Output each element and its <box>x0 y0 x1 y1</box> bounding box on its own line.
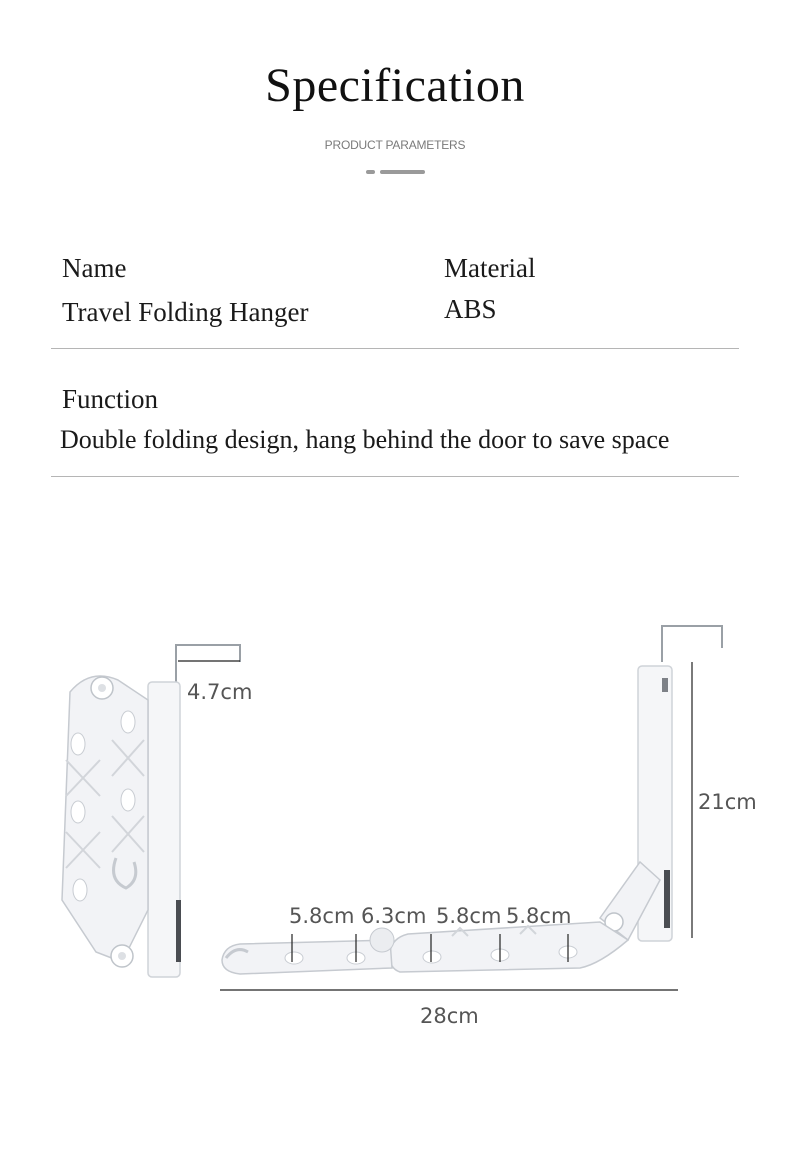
material-label: Material <box>444 253 536 283</box>
gap-1-label: 5.8cm <box>289 904 355 928</box>
title-divider-bar <box>380 170 425 174</box>
gap-2-label: 6.3cm <box>361 904 427 928</box>
unfolded-wire-hook <box>662 626 722 662</box>
name-value: Travel Folding Hanger <box>62 297 309 327</box>
middle-pivot <box>370 928 394 952</box>
spec-divider-1 <box>51 348 739 349</box>
page-subtitle: PRODUCT PARAMETERS <box>324 138 466 152</box>
function-label: Function <box>62 384 159 414</box>
page-title: Specification <box>265 59 525 112</box>
spec-divider-2 <box>51 476 739 477</box>
folded-back-bar <box>148 682 180 977</box>
material-value: ABS <box>444 294 497 324</box>
function-value: Double folding design, hang behind the door to save space <box>60 425 670 454</box>
total-length-label: 28cm <box>420 1004 479 1028</box>
unfolded-arm-left <box>222 940 392 974</box>
product-diagram <box>0 600 790 1060</box>
height-label: 21cm <box>698 790 757 814</box>
gap-3-label: 5.8cm <box>436 904 502 928</box>
folded-clip <box>176 900 181 962</box>
hook-depth-label: 4.7cm <box>187 680 253 704</box>
name-label: Name <box>62 253 127 283</box>
unfolded-arm-right <box>390 922 628 972</box>
title-divider-dot <box>366 170 375 174</box>
unfolded-clip <box>664 870 670 928</box>
gap-4-label: 5.8cm <box>506 904 572 928</box>
